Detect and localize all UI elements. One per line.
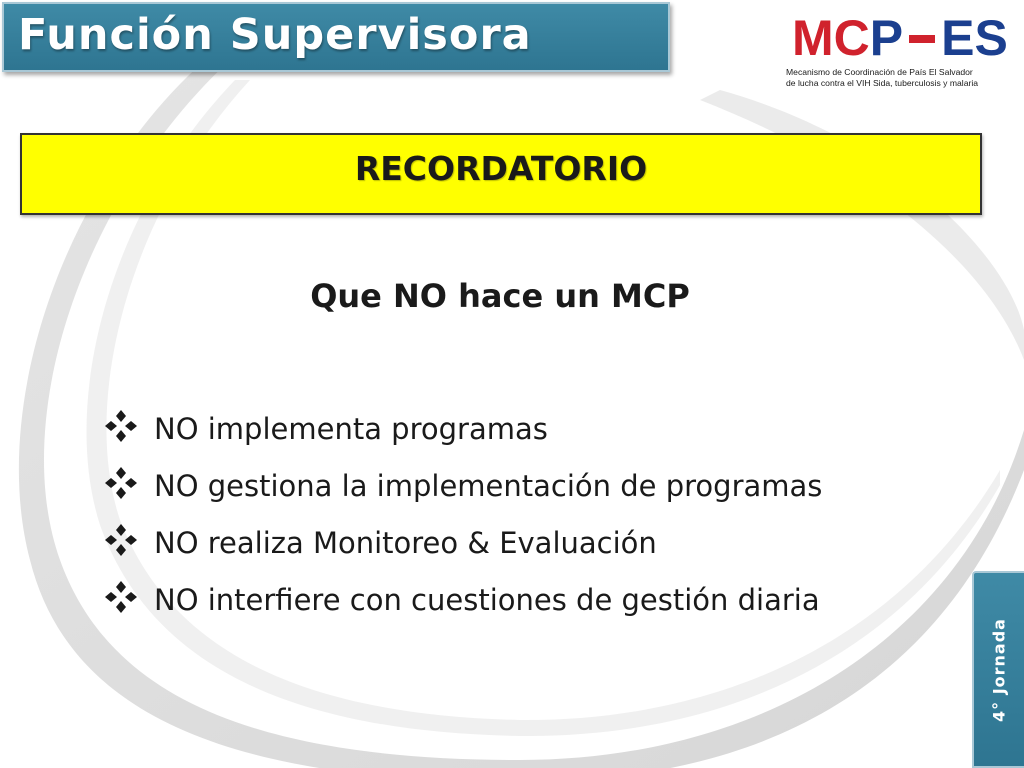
logo-letters-es: ES [941, 10, 1008, 66]
side-tab [972, 571, 1024, 768]
page-title: Función Supervisora [18, 10, 532, 60]
logo-letter-c: C [833, 10, 870, 66]
section-subtitle: Que NO hace un MCP [310, 277, 690, 315]
logo-caption-line1: Mecanismo de Coordinación de País El Salvador [786, 67, 973, 77]
list-item [104, 400, 822, 457]
bullet-text: NO gestiona la implementación de programas [154, 468, 823, 503]
logo-dash [909, 35, 935, 43]
logo-letter-p: P [869, 10, 904, 66]
logo-letter-m: M [792, 10, 834, 66]
bullet-text: NO realiza Monitoreo & Evaluación [154, 525, 657, 560]
title-box [2, 2, 670, 72]
four-diamond-icon [104, 523, 154, 562]
list-item [104, 514, 822, 571]
logo-mark [792, 12, 1008, 64]
list-item [104, 457, 822, 514]
logo-caption-line2: de lucha contra el VIH Sida, tuberculosis y malaria [786, 78, 979, 88]
bullet-text: NO implementa programas [154, 411, 548, 446]
four-diamond-icon [104, 580, 154, 619]
four-diamond-icon [104, 466, 154, 505]
side-tab-label: 4° Jornada [989, 617, 1009, 722]
mcp-es-logo [786, 12, 1012, 92]
four-diamond-icon [104, 409, 154, 448]
bullet-text: NO interfiere con cuestiones de gestión diaria [154, 582, 820, 617]
reminder-banner [20, 133, 982, 215]
list-item [104, 571, 822, 628]
banner-label: RECORDATORIO [354, 149, 648, 188]
bullet-list [104, 400, 822, 628]
